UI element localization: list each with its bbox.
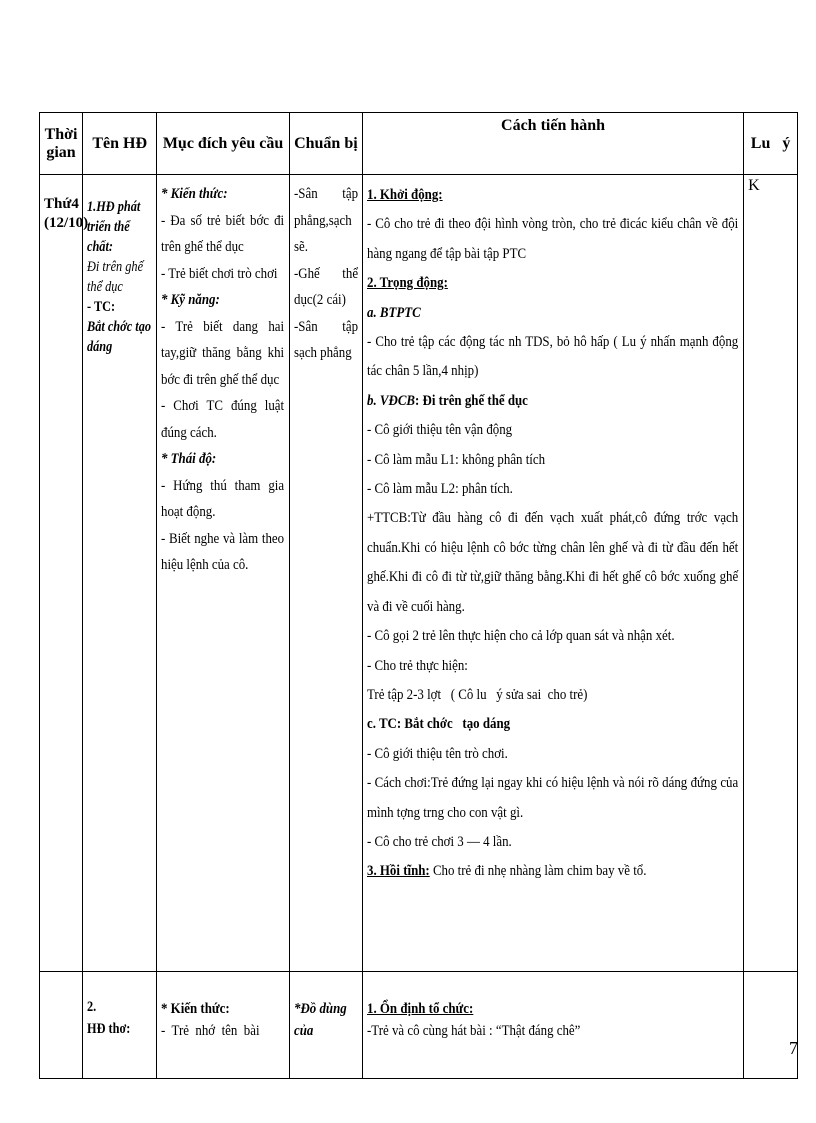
prep-cell (289, 972, 362, 1079)
note-cell (744, 175, 798, 972)
attitude-item: - Biết nghe và làm theo hiệu lệnh của cô. (161, 530, 285, 573)
goals-cell (157, 972, 289, 1079)
procedure-line: Trẻ tập 2-3 lợt ( Cô lu ý sửa sai cho trẻ) (366, 686, 588, 703)
procedure-line: - Cô làm mẫu L1: không phân tích (366, 451, 546, 468)
game-name: Bắt chớc tạo dáng (87, 319, 152, 355)
knowledge-item: - Trẻ biết chơi trò chơi (161, 265, 278, 282)
warmup-heading: 1. Khởi động: (366, 187, 443, 203)
exercise-b-label: b. VĐCB (366, 392, 416, 409)
activity-subtitle: Đi trên ghế thể dục (87, 259, 144, 295)
procedure-line: -Trẻ và cô cùng hát bài : “Thật đáng chê” (366, 1023, 581, 1039)
header-prep: Chuẩn bị (289, 113, 362, 175)
prep-item: *Đồ dùng của (293, 1001, 347, 1039)
procedure-line: - Cô làm mẫu L2: phân tích. (366, 481, 513, 498)
cooldown-heading: 3. Hồi tĩnh: (366, 863, 430, 880)
skill-label: * Kỹ năng: (161, 292, 221, 308)
procedure-line: - Cô giới thiệu tên trò chơi. (366, 745, 508, 762)
activity-cell (83, 972, 157, 1079)
prep-item: -Ghế thể dục(2 cái) (293, 265, 358, 308)
exercise-a-label: a. BTPTC (366, 304, 421, 321)
procedure-line: +TTCB:Từ đầu hàng cô đi đến vạch xuất phát,cô đứng trớc vạch chuẩn.Khi có hiệu lệnh cô bớc từng chân lên ghế và đi từ đầu đến hết ghế.Khi đi cô đi từ từ,giữ thăng bằng.Khi đi hết ghế cô bớc xuống ghế và đi về cuối hàng. (366, 510, 739, 615)
knowledge-item: - Đa số trẻ biết bớc đi trên ghế thể dục (161, 212, 285, 255)
lesson-plan-table (39, 112, 798, 1079)
skill-item: - Trẻ biết dang hai tay,giữ thăng bằng khi bớc đi trên ghế thể dục (161, 318, 285, 388)
goals-cell (157, 175, 289, 972)
knowledge-item: - Trẻ nhớ tên bài (161, 1023, 260, 1039)
header-goals: Mục đích yêu cầu (157, 113, 289, 175)
main-heading: 2. Trọng động: (366, 275, 448, 292)
procedure-cell (362, 175, 743, 972)
procedure-line: - Cô cho trẻ đi theo đội hình vòng tròn, cho trẻ đicác kiểu chân về đội hàng ngang để tập bài tập PTC (366, 216, 739, 262)
attitude-label: * Thái độ: (161, 451, 217, 467)
time-cell (40, 972, 83, 1079)
game-label: - TC: (87, 299, 116, 315)
header-procedure: Cách tiến hành (362, 113, 743, 175)
day-label: Thứ4 (44, 196, 79, 212)
header-row (40, 113, 798, 175)
procedure-line: - Cách chơi:Trẻ đứng lại ngay khi có hiệu lệnh và nói rõ dáng đứng của mình tợng trng cho con vật gì. (366, 775, 739, 821)
skill-item: - Chơi TC đúng luật đúng cách. (161, 398, 285, 441)
time-cell (40, 175, 89, 972)
date-label: (12/10) (44, 215, 89, 231)
procedure-cell (362, 972, 743, 1079)
activity-cell (83, 175, 157, 972)
exercise-b-title: : Đi trên ghế thể dục (415, 392, 528, 409)
knowledge-label: * Kiến thức: (161, 1001, 230, 1017)
attitude-item: - Hứng thú tham gia hoạt động. (161, 477, 285, 520)
procedure-line: - Cô gọi 2 trẻ lên thực hiện cho cả lớp quan sát và nhận xét. (366, 628, 675, 645)
game-heading: c. TC: Bắt chớc tạo dáng (366, 716, 511, 733)
activity-title: HĐ thơ: (87, 1021, 131, 1037)
knowledge-label: * Kiến thức: (161, 186, 228, 202)
note-text: K (748, 177, 760, 194)
prep-item: -Sân tập sạch phẳng (293, 318, 358, 361)
activity-number: 2. (87, 999, 97, 1015)
cooldown-text: Cho trẻ đi nhẹ nhàng làm chim bay về tổ. (429, 863, 647, 880)
lesson-plan-sheet (39, 112, 798, 1039)
table-row (40, 175, 798, 972)
procedure-line: - Cô cho trẻ chơi 3 — 4 lần. (366, 833, 512, 850)
procedure-line: - Cho trẻ thực hiện: (366, 657, 468, 674)
procedure-heading: 1. Ổn định tổ chức: (366, 1001, 474, 1017)
note-cell (744, 972, 798, 1079)
header-time: Thời gian (40, 113, 83, 175)
table-row (40, 972, 798, 1079)
page-number: 7 (789, 1038, 798, 1058)
prep-cell (289, 175, 362, 972)
header-activity: Tên HĐ (83, 113, 157, 175)
header-note: Lu ý (744, 113, 798, 175)
prep-item: -Sân tập phẳng,sạch sẽ. (293, 186, 358, 255)
procedure-line: - Cho trẻ tập các động tác nh TDS, bỏ hô hấp ( Lu ý nhấn mạnh động tác chân 5 lần,4 nhịp) (366, 334, 739, 380)
procedure-line: - Cô giới thiệu tên vận động (366, 422, 513, 439)
activity-title: 1.HĐ phát triển thể chất: (87, 199, 141, 255)
